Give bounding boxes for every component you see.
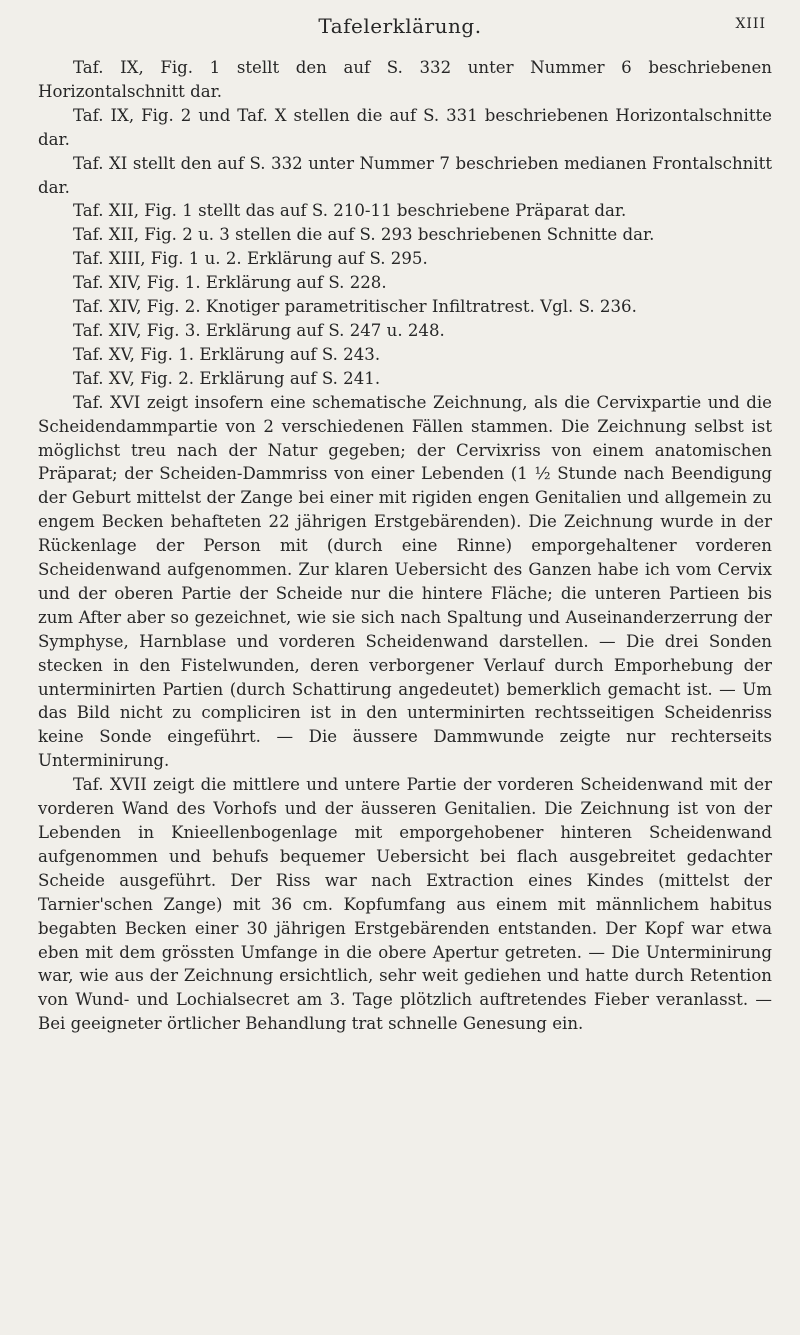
entry-taf-11: Taf. XI stellt den auf S. 332 unter Nummer 7 beschrieben medianen Frontalschnitt dar. bbox=[38, 153, 772, 197]
entry-taf-17: Taf. XVII zeigt die mittlere und untere Partie der vorderen Scheidenwand mit der vorderen Wand des Vorhofs und der äusseren Genitalien. Die Zeichnung ist von der Lebenden in Knieellenbogenlage mit emporgehobener hinteren Scheidenwand aufgenommen und behufs bequemer Uebersicht bei flach ausgebreitet gedachter Scheide ausgeführt. Der Riss war nach Extraction eines Kindes (mittelst der Tarnier'schen Zange) mit 36 cm. Kopfumfang aus einem mit männlichem habitus begabten Becken einer 30 jährigen Erstgebärenden entstanden. Der Kopf war etwa eben mit dem grössten Umfange in die obere Apertur getreten. — Die Unterminirung war, wie aus der Zeichnung ersichtlich, sehr weit gediehen und hatte durch Retention von Wund- und Lochialsecret am 3. Tage plötzlich auftretendes Fieber veranlasst. — Bei geeigneter örtlicher Behandlung trat schnelle Genesung ein. bbox=[38, 775, 772, 1034]
entry-taf-16: Taf. XVI zeigt insofern eine schematische Zeichnung, als die Cervixpartie und die Scheidendammpartie von 2 verschiedenen Fällen stammen. Die Zeichnung selbst ist möglichst treu nach der Natur gegeben; der Cervixriss von einem anatomischen Präparat; der Scheiden-Dammriss von einer Lebenden (1 ½ Stunde nach Beendigung der Geburt mittelst der Zange bei einer mit rigiden engen Genitalien und allgemein zu engem Becken behafteten 22 jährigen Erstgebärenden). Die Zeichnung wurde in der Rückenlage der Person mit (durch eine Rinne) emporgehaltener vorderen Scheidenwand aufgenommen. Zur klaren Uebersicht des Ganzen habe ich vom Cervix und der oberen Partie der Scheide nur die hintere Fläche; die unteren Partieen bis zum After aber so gezeichnet, wie sie sich nach Spaltung und Auseinanderzerrung der Symphyse, Harnblase und vorderen Scheidenwand darstellen. — Die drei Sonden stecken in den Fistelwunden, deren verborgener Verlauf durch Emporhebung der unterminirten Partien (durch Schattirung angedeutet) bemerklich gemacht ist. — Um das Bild nicht zu compliciren ist in den unterminirten rechtsseitigen Scheidenriss keine Sonde eingeführt. — Die äussere Dammwunde zeigte nur rechterseits Unterminirung. bbox=[38, 392, 772, 771]
entry-taf-15-fig-1: Taf. XV, Fig. 1. Erklärung auf S. 243. bbox=[73, 344, 381, 364]
entry-taf-12-fig-1: Taf. XII, Fig. 1 stellt das auf S. 210-11 beschriebene Präparat dar. bbox=[73, 201, 627, 221]
page-title: Tafelerklärung. bbox=[318, 14, 482, 38]
entry-taf-15-fig-2: Taf. XV, Fig. 2. Erklärung auf S. 241. bbox=[73, 368, 381, 388]
page-number: XIII bbox=[735, 16, 766, 32]
entry-taf-12-fig-2-3: Taf. XII, Fig. 2 u. 3 stellen die auf S. 293 beschriebenen Schnitte dar. bbox=[73, 225, 655, 245]
entry-taf-14-fig-2: Taf. XIV, Fig. 2. Knotiger parametritischer Infiltratrest. Vgl. S. 236. bbox=[73, 297, 637, 317]
plate-explanations bbox=[38, 56, 772, 1036]
entry-taf-14-fig-3: Taf. XIV, Fig. 3. Erklärung auf S. 247 u. 248. bbox=[73, 320, 445, 340]
entry-taf-9-fig-1: Taf. IX, Fig. 1 stellt den auf S. 332 unter Nummer 6 beschriebenen Horizontalschnitt dar. bbox=[38, 58, 772, 101]
entry-taf-9-fig-2-taf-10: Taf. IX, Fig. 2 und Taf. X stellen die auf S. 331 beschriebenen Horizontalschnitte dar. bbox=[38, 105, 772, 149]
entry-taf-14-fig-1: Taf. XIV, Fig. 1. Erklärung auf S. 228. bbox=[73, 273, 387, 293]
entry-taf-13: Taf. XIII, Fig. 1 u. 2. Erklärung auf S. 295. bbox=[73, 249, 428, 269]
running-head bbox=[0, 14, 800, 44]
